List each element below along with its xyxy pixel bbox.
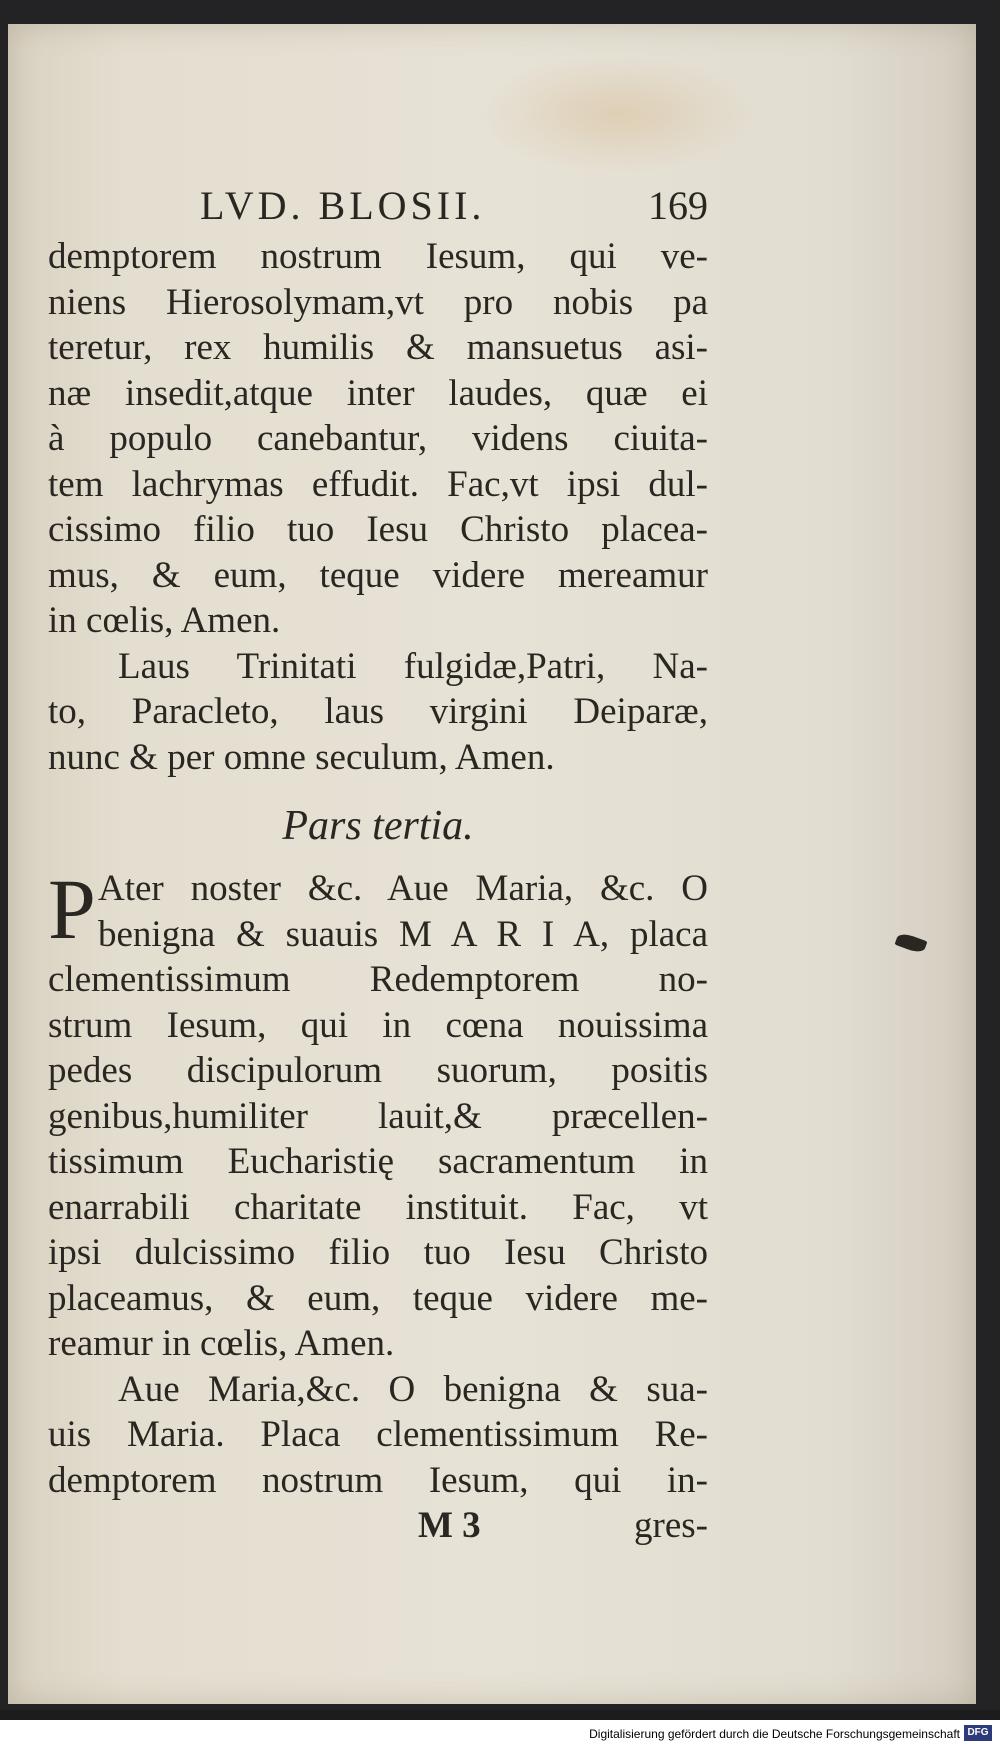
margin-mark — [895, 931, 928, 954]
text-line: Aue Maria,&c. O benigna & sua- — [118, 1368, 708, 1410]
text-line: to, Paracleto, laus virgini Deiparæ, — [48, 691, 708, 732]
text-line: uis Maria. Placa clementissimum Re- — [48, 1414, 708, 1455]
signature-mark: M 3 — [418, 1505, 481, 1546]
text-line: demptorem nostrum Iesum, qui ve- — [48, 236, 708, 277]
paragraph-4 — [48, 1367, 708, 1504]
running-title: LVD. BLOSII. — [200, 183, 486, 228]
text-line: strum Iesum, qui in cœna nouissima — [48, 1004, 708, 1046]
text-line: mus, & eum, teque videre mereamur — [48, 554, 708, 596]
page-number: 169 — [648, 183, 708, 228]
text-line: genibus,humiliter lauit,& præcellen- — [48, 1095, 708, 1137]
paragraph-3 — [48, 861, 708, 1367]
footer-bar — [0, 1720, 1000, 1748]
paragraph-1 — [48, 234, 708, 644]
drop-cap: P — [48, 861, 96, 957]
text-line: nunc & per omne seculum, Amen. — [48, 736, 555, 778]
text-line: pedes discipulorum suorum, positis — [48, 1050, 708, 1091]
page-foot — [48, 1503, 708, 1549]
catchword: gres- — [634, 1505, 708, 1546]
text-line: demptorem nostrum Iesum, qui in- — [48, 1459, 708, 1501]
funding-credit: Digitalisierung gefördert durch die Deutsche Forschungsgemeinschaft — [589, 1727, 960, 1741]
dfg-logo: DFG — [964, 1725, 992, 1741]
text-line: tem lachrymas effudit. Fac,vt ipsi dul- — [48, 463, 708, 505]
text-line: tissimum Eucharistię sacramentum in — [48, 1141, 708, 1182]
running-head — [48, 174, 708, 234]
text-line: niens Hierosolymam,vt pro nobis pa — [48, 281, 708, 323]
text-line: Laus Trinitati fulgidæ,Patri, Na- — [118, 645, 708, 687]
text-line: teretur, rex humilis & mansuetus asi- — [48, 327, 708, 368]
text-line: placeamus, & eum, teque videre me- — [48, 1277, 708, 1319]
text-line: cissimo filio tuo Iesu Christo placea- — [48, 509, 708, 550]
text-block — [48, 174, 708, 1549]
text-line: reamur in cœlis, Amen. — [48, 1323, 395, 1364]
book-page — [8, 24, 976, 1704]
text-line: Ater noster &c. Aue Maria, &c. O — [98, 868, 708, 909]
paragraph-2 — [48, 644, 708, 781]
text-line: næ insedit,atque inter laudes, quæ ei — [48, 372, 708, 414]
text-line: ipsi dulcissimo filio tuo Iesu Christo — [48, 1232, 708, 1273]
section-heading: Pars tertia. — [282, 803, 474, 849]
text-line: enarrabili charitate instituit. Fac, vt — [48, 1186, 708, 1228]
paper-stain — [478, 54, 758, 174]
text-line: benigna & suauis M A R I A, placa — [98, 913, 708, 955]
text-line: clementissimum Redemptorem no- — [48, 959, 708, 1000]
text-line: in cœlis, Amen. — [48, 600, 281, 641]
text-line: à populo canebantur, videns ciuita- — [48, 418, 708, 459]
